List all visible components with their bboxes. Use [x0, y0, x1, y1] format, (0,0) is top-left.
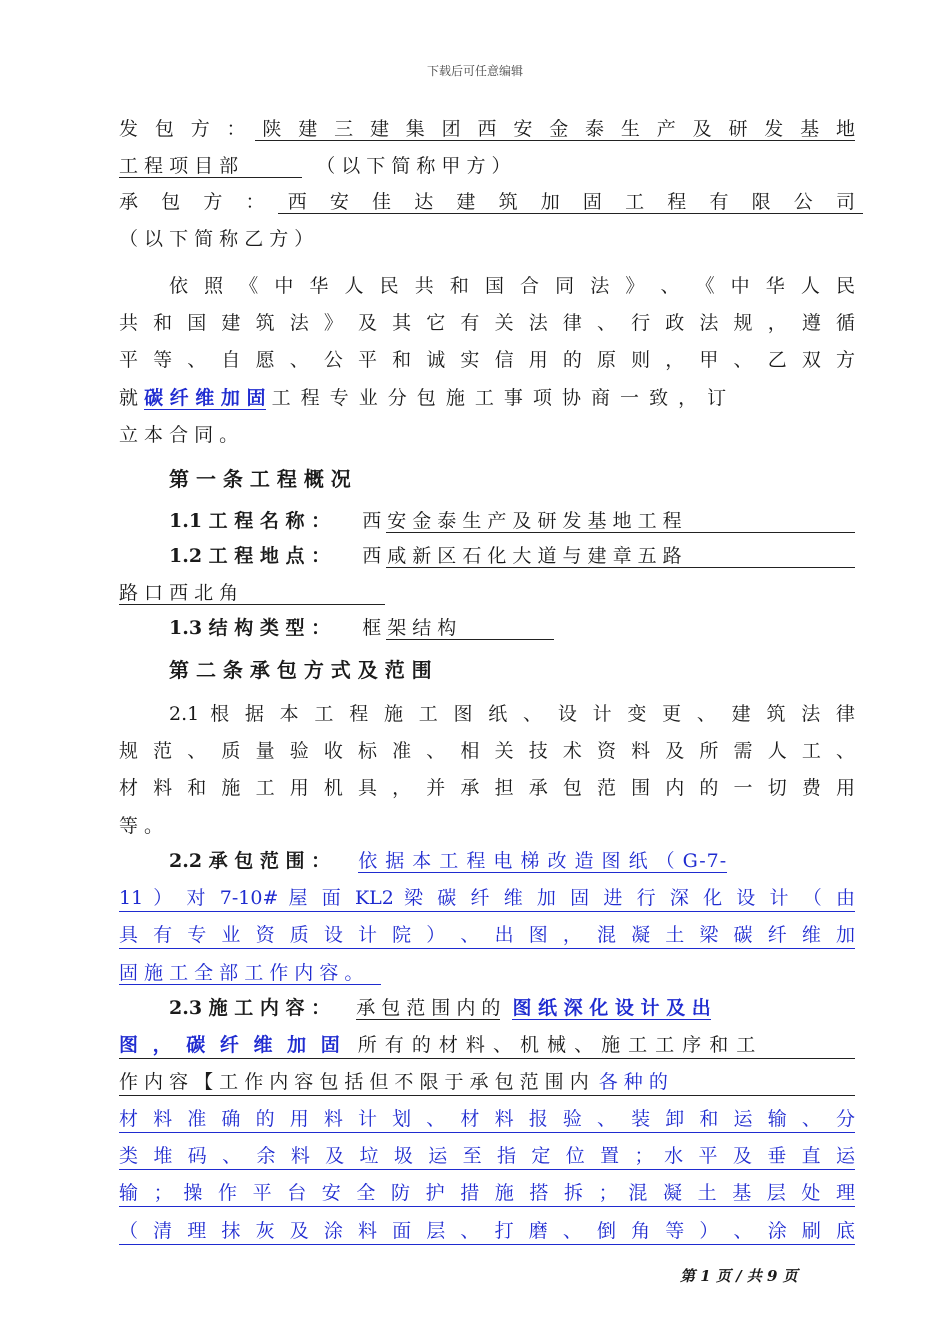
- clause-2-3-line-1: [169, 995, 855, 1021]
- clause-2-3-line-4: 材 料 准 确 的 用 料 计 划 、 材 料 报 验 、 装 卸 和 运 输 、 分: [119, 1106, 855, 1133]
- text: 就: [119, 387, 139, 409]
- underline: [386, 532, 855, 533]
- clause-2-2-line-4: [119, 960, 855, 986]
- underline: [278, 213, 863, 214]
- label: 1.1 工 程 名 称 ：: [169, 510, 331, 532]
- clause-2-2-line-3: 具 有 专 业 资 质 设 计 院 ） 、 出 图 ， 混 凝 土 梁 碳 纤 维 加: [119, 922, 855, 949]
- article-1-heading: 第 一 条 工 程 概 况: [169, 467, 351, 491]
- line-contractor-alias: （ 以 下 简 称 乙 方 ）: [119, 228, 314, 250]
- highlight-deepening-design: 图 纸 深 化 设 计 及 出: [512, 997, 711, 1019]
- project-name-value: 西 安 金 泰 生 产 及 研 发 基 地 工 程: [362, 510, 682, 532]
- label: 2.3 施 工 内 容 ：: [169, 997, 331, 1019]
- underline: [255, 140, 855, 141]
- label: 1.2 工 程 地 点 ：: [169, 545, 331, 567]
- text: 所 有 的 材 料 、 机 械 、 施 工 工 序 和 工: [357, 1034, 757, 1056]
- page-number: 第 1 页 / 共 9 页: [680, 1267, 798, 1285]
- scope-text: 依 据 本 工 程 电 梯 改 造 图 纸 （ G-7-: [358, 850, 728, 872]
- highlight-carbon-fiber: 碳 纤 维 加 固: [144, 387, 266, 409]
- employer-name-cont: 工 程 项 目 部: [119, 155, 302, 178]
- clause-2-1-line-1: 2.1 根 据 本 工 程 施 工 图 纸 、 设 计 变 更 、 建 筑 法 律: [169, 703, 855, 725]
- line-employer-cont: [119, 153, 855, 179]
- clause-2-3-line-7: （ 清 理 抹 灰 及 涂 料 面 层 、 打 磨 、 倒 角 等 ） 、 涂 刷 底: [119, 1218, 855, 1245]
- underline: [386, 567, 855, 568]
- text: 作 内 容 【 工 作 内 容 包 括 但 不 限 于 承 包 范 围 内: [119, 1071, 589, 1093]
- line-contractor: 承 包 方 ： 西 安 佳 达 建 筑 加 固 工 程 有 限 公 司: [119, 191, 855, 213]
- highlight-drawing-carbon: 图 ， 碳 纤 维 加 固: [119, 1034, 344, 1056]
- text: 承 包 范 围 内 的: [356, 997, 501, 1019]
- clause-2-1-line-3: 材 料 和 施 工 用 机 具 ， 并 承 担 承 包 范 围 内 的 一 切 费 用: [119, 777, 855, 799]
- structure-type-value: 框 架 结 构: [362, 617, 457, 639]
- clause-2-1-line-2: 规 范 、 质 量 验 收 标 准 、 相 关 技 术 资 料 及 所 需 人 工 、: [119, 740, 855, 762]
- preamble-line-2: 共 和 国 建 筑 法 》 及 其 它 有 关 法 律 、 行 政 法 规 ， 遵 循: [119, 312, 855, 334]
- label: 2.2 承 包 范 围 ：: [169, 850, 331, 872]
- line-employer: 发 包 方 ： 陕 建 三 建 集 团 西 安 金 泰 生 产 及 研 发 基 地: [119, 118, 855, 140]
- underline: [119, 604, 385, 605]
- project-location-value: 西 咸 新 区 石 化 大 道 与 建 章 五 路: [362, 545, 682, 567]
- preamble-line-4: [119, 385, 855, 411]
- clause-2-3-line-2: [119, 1032, 855, 1059]
- preamble-line-3: 平 等 、 自 愿 、 公 平 和 诚 实 信 用 的 原 则 ， 甲 、 乙 双 方: [119, 349, 855, 371]
- clause-2-3-line-5: 类 堆 码 、 余 料 及 垃 圾 运 至 指 定 位 置 ； 水 平 及 垂 直 运: [119, 1143, 855, 1170]
- text-blue: 各 种 的: [598, 1071, 668, 1093]
- underline: [386, 639, 554, 640]
- preamble-line-1: 依 照 《 中 华 人 民 共 和 国 合 同 法 》 、 《 中 华 人 民: [169, 275, 855, 297]
- employer-alias: （ 以 下 简 称 甲 方 ）: [316, 155, 511, 177]
- clause-2-3-line-3: [119, 1069, 855, 1096]
- clause-2-3-line-6: 输 ； 操 作 平 台 安 全 防 护 措 施 搭 拆 ； 混 凝 土 基 层 处 理: [119, 1180, 855, 1207]
- project-location-line: [169, 543, 855, 569]
- label: 1.3 结 构 类 型 ：: [169, 617, 331, 639]
- text: 工 程 专 业 分 包 施 工 事 项 协 商 一 致 ， 订: [271, 387, 729, 409]
- article-2-heading: 第 二 条 承 包 方 式 及 范 围: [169, 658, 432, 682]
- preamble-line-5: 立 本 合 同 。: [119, 424, 239, 446]
- structure-type-line: [169, 615, 855, 641]
- scope-text-end: 固 施 工 全 部 工 作 内 容 。: [119, 962, 381, 985]
- clause-2-2-line-2: 11 ） 对 7-10# 屋 面 KL2 梁 碳 纤 维 加 固 进 行 深 化 设 计 （ 由: [119, 885, 855, 912]
- page-header: 下载后可任意编辑: [426, 64, 523, 78]
- clause-2-2-line-1: [169, 848, 855, 874]
- project-location-cont: 路 口 西 北 角: [119, 582, 239, 604]
- project-name-line: [169, 508, 855, 534]
- clause-2-1-line-4: 等 。: [119, 815, 164, 837]
